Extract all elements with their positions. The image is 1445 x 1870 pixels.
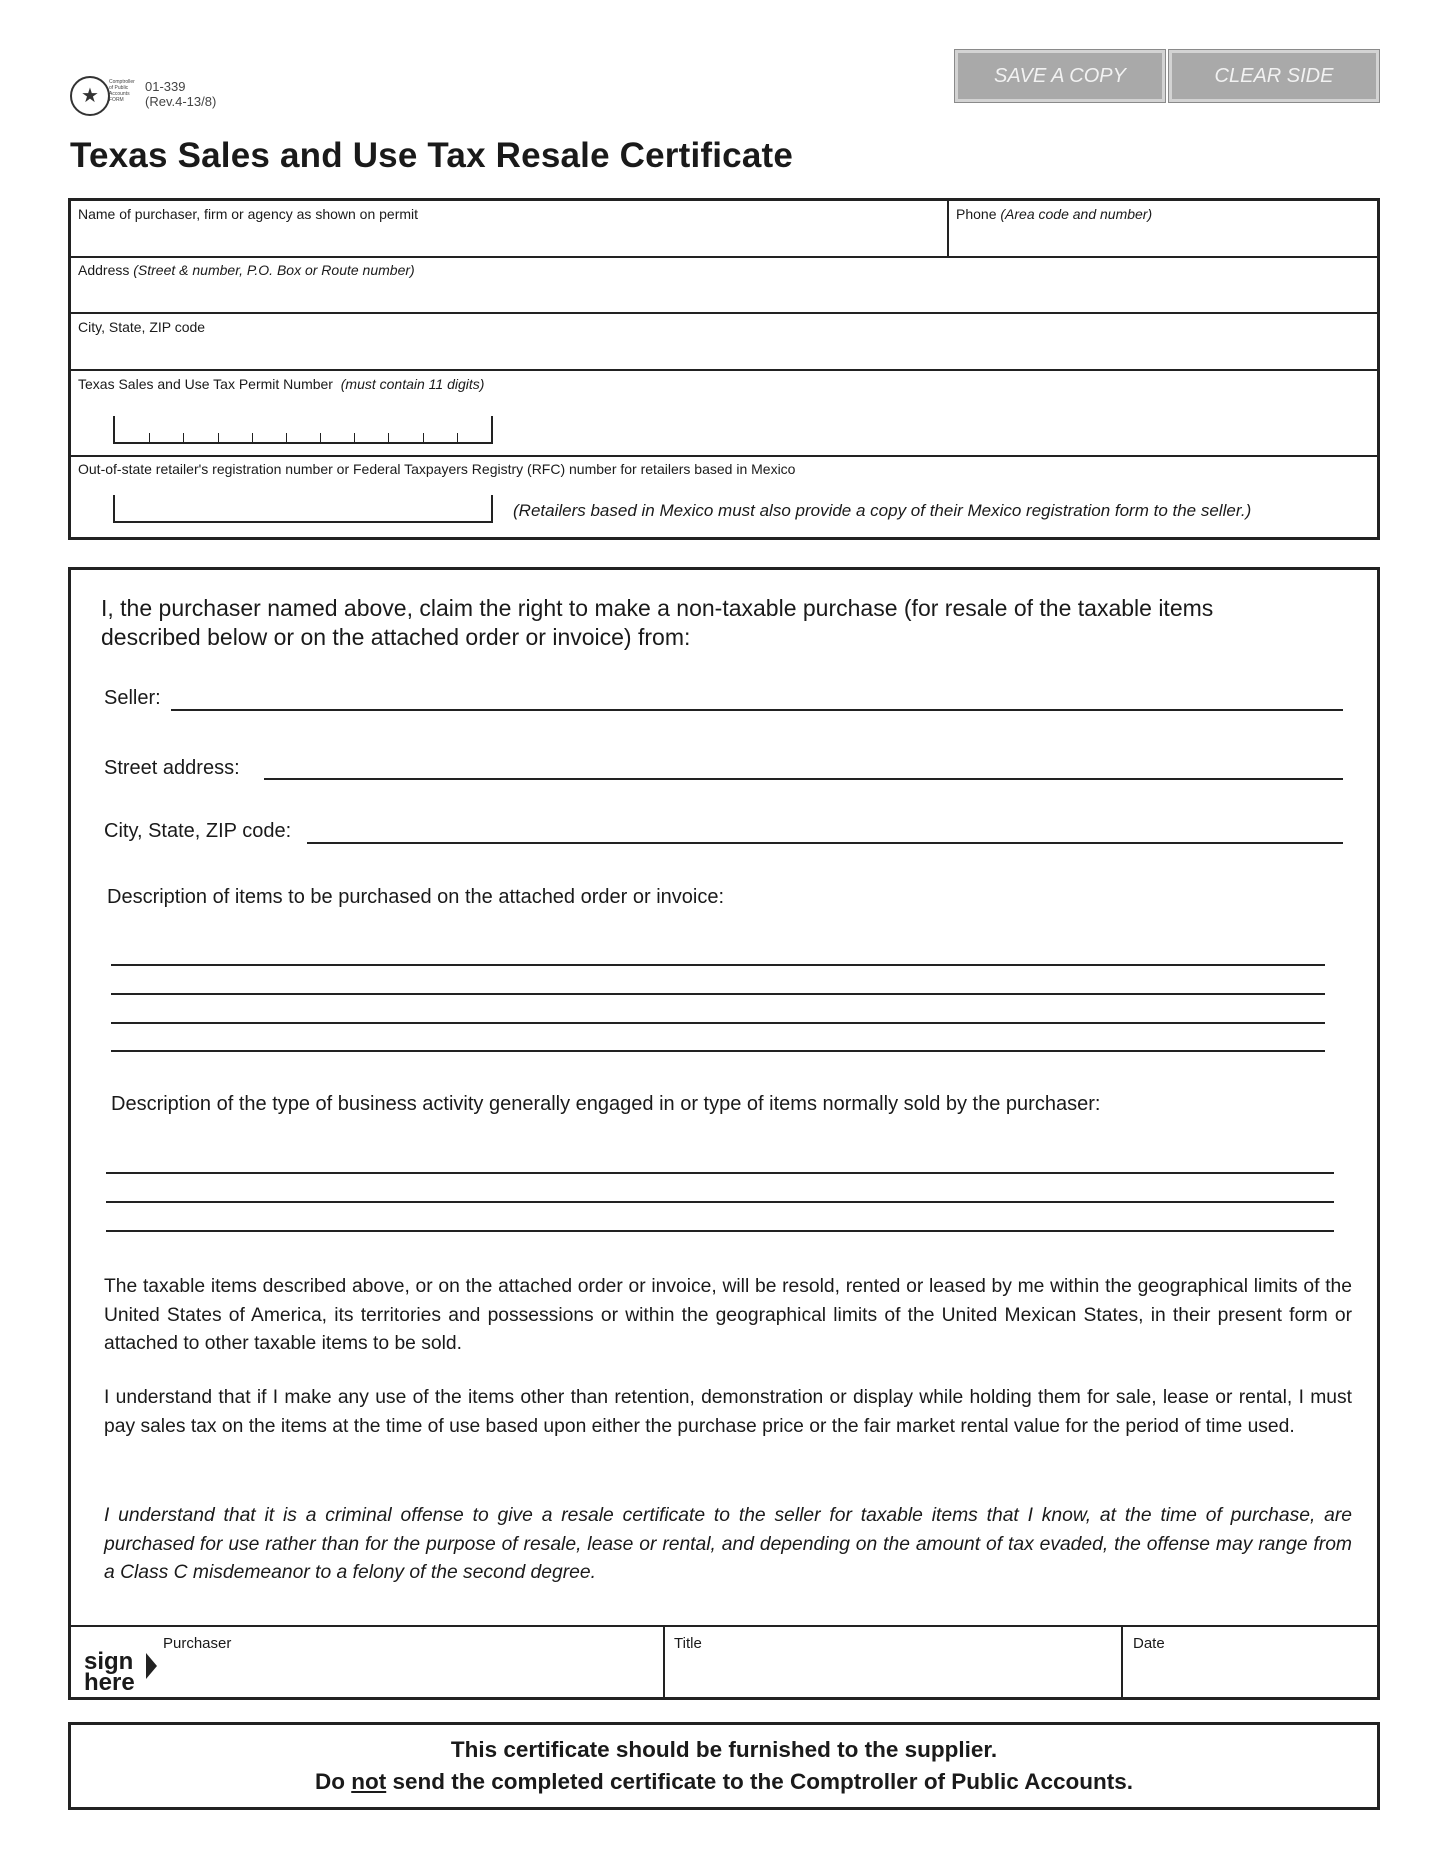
city-label: City, State, ZIP code <box>78 319 206 335</box>
permit-digit-separator <box>320 433 321 442</box>
name-label: Name of purchaser, firm or agency as shown on permit <box>78 206 419 222</box>
permit-digit-separator <box>388 433 389 442</box>
claim-box <box>68 567 1380 1700</box>
items-description-line[interactable] <box>111 1050 1325 1052</box>
save-a-copy-button[interactable]: SAVE A COPY <box>955 50 1165 102</box>
items-description-line[interactable] <box>111 964 1325 966</box>
street-address-input[interactable] <box>264 778 1343 780</box>
clear-side-button[interactable]: CLEAR SIDE <box>1169 50 1379 102</box>
permit-digit-separator <box>149 433 150 442</box>
permit-digit-separator <box>183 433 184 442</box>
footer-line-2: Do not send the completed certificate to the Comptroller of Public Accounts. <box>314 1769 1133 1794</box>
divider <box>71 369 1377 371</box>
items-description-line[interactable] <box>111 1022 1325 1024</box>
address-field[interactable] <box>78 262 415 278</box>
items-description-label: Description of items to be purchased on the attached order or invoice: <box>107 886 725 908</box>
not-emphasis: not <box>351 1769 387 1794</box>
out-of-state-number-input[interactable] <box>113 495 493 523</box>
business-description-label: Description of the type of business activity generally engaged in or type of items normally sold by the purchaser: <box>111 1093 1101 1115</box>
form-number-code: 01-339 <box>145 79 186 94</box>
divider <box>71 312 1377 314</box>
business-description-line[interactable] <box>106 1172 1334 1174</box>
title-label: Title <box>674 1635 702 1652</box>
use-tax-statement: I understand that if I make any use of the items other than retention, demonstration or display while holding them for sale, lease or rental, I must pay sales tax on the items at the time of use based upon either the purchase price or the fair market rental value for the period of time used. <box>104 1387 1352 1437</box>
city-state-zip-input[interactable] <box>307 842 1343 844</box>
agency-logo-text: Comptroller of Public Accounts FORM <box>109 79 135 103</box>
divider <box>71 455 1377 457</box>
mexico-note: (Retailers based in Mexico must also provide a copy of their Mexico registration form to the seller.) <box>513 501 1252 520</box>
city-state-zip-label: City, State, ZIP code: <box>104 820 292 842</box>
phone-label: Phone <box>956 206 997 222</box>
sign-here-label: sign here <box>84 1648 135 1696</box>
address-hint: (Street & number, P.O. Box or Route number) <box>133 262 415 278</box>
claim-intro: I, the purchaser named above, claim the right to make a non-taxable purchase (for resale of the taxable items described below or on the attached order or invoice) from: <box>101 595 1214 650</box>
business-description-line[interactable] <box>106 1201 1334 1203</box>
out-of-state-label: Out-of-state retailer's registration number or Federal Taxpayers Registry (RFC) number for retailers based in Mexico <box>78 461 796 477</box>
footer-notice <box>68 1722 1380 1810</box>
title-divider <box>663 1627 665 1697</box>
items-description-line[interactable] <box>111 993 1325 995</box>
permit-digit-separator <box>457 433 458 442</box>
permit-number-label: Texas Sales and Use Tax Permit Number (must contain 11 digits) <box>78 376 485 392</box>
date-divider <box>1121 1627 1123 1697</box>
permit-digit-separator <box>218 433 219 442</box>
form-revision: (Rev.4-13/8) <box>145 94 217 109</box>
sign-here-arrow-icon <box>146 1653 157 1679</box>
purchaser-signature-field[interactable] <box>163 1635 231 1652</box>
permit-digit-separator <box>252 433 253 442</box>
phone-hint: (Area code and number) <box>1000 206 1153 222</box>
permit-number-input[interactable] <box>113 416 493 444</box>
purchaser-info-box <box>68 198 1380 540</box>
address-label: Address <box>78 262 130 278</box>
criminal-offense-statement: I understand that it is a criminal offense to give a resale certificate to the seller for taxable items that I know, at the time of purchase, are purchased for use rather than for the purpose of resale, lease or rental, and depending on the amount of tax evaded, the offense may range from a Class C misdemeanor to a felony of the second degree. <box>104 1505 1352 1583</box>
city-field[interactable] <box>78 319 205 335</box>
title-field[interactable] <box>674 1635 702 1652</box>
business-description-line[interactable] <box>106 1230 1334 1232</box>
signature-row <box>71 1625 1377 1699</box>
seller-label: Seller: <box>104 687 161 709</box>
phone-divider <box>947 201 949 256</box>
seller-input[interactable] <box>171 709 1343 711</box>
date-label: Date <box>1133 1635 1165 1652</box>
street-address-label: Street address: <box>104 757 240 779</box>
footer-line-1: This certificate should be furnished to the supplier. <box>450 1737 998 1762</box>
divider <box>71 256 1377 258</box>
permit-digit-separator <box>423 433 424 442</box>
permit-hint: (must contain 11 digits) <box>340 376 485 392</box>
form-number <box>145 79 216 109</box>
name-field[interactable] <box>78 206 418 222</box>
date-field[interactable] <box>1133 1635 1165 1652</box>
phone-field[interactable] <box>956 206 1152 222</box>
permit-digit-separator <box>354 433 355 442</box>
comptroller-seal-icon: ★ <box>70 76 110 116</box>
permit-digit-separator <box>286 433 287 442</box>
purchaser-label: Purchaser <box>163 1635 232 1652</box>
resale-statement: The taxable items described above, or on the attached order or invoice, will be resold, rented or leased by me within the geographical limits of the United States of America, its territories and possessions or within the geographical limits of the United Mexican States, in their present form or attached to other taxable items to be sold. <box>104 1276 1352 1354</box>
page-title: Texas Sales and Use Tax Resale Certificate <box>70 136 794 175</box>
